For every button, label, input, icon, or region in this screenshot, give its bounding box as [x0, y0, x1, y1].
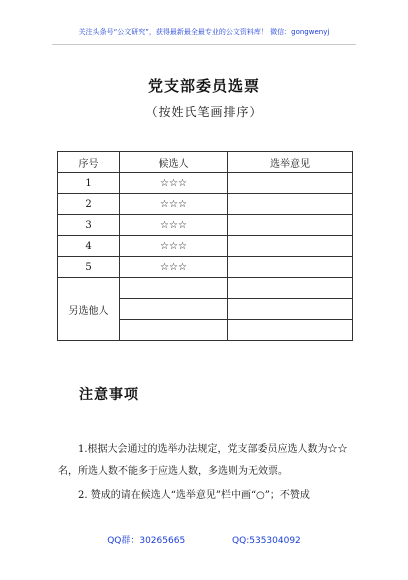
- footer-contact: [0, 533, 408, 546]
- column-header-number: 序号: [58, 152, 120, 173]
- candidate-name: ☆☆☆: [120, 215, 228, 236]
- write-in-name-field[interactable]: [120, 320, 228, 341]
- page-title: 党支部委员选票: [147, 77, 260, 95]
- footer-qq-group: QQ群：30265665: [107, 536, 186, 546]
- write-in-opinion-field[interactable]: [228, 278, 353, 299]
- opinion-cell[interactable]: [228, 215, 353, 236]
- notes-heading: 注意事项: [79, 387, 139, 403]
- row-number: 1: [58, 173, 120, 194]
- candidate-name: ☆☆☆: [120, 236, 228, 257]
- opinion-cell[interactable]: [228, 173, 353, 194]
- candidate-name: ☆☆☆: [120, 194, 228, 215]
- candidate-name: ☆☆☆: [120, 257, 228, 278]
- write-in-name-field[interactable]: [120, 278, 228, 299]
- column-header-candidate: 候选人: [120, 152, 228, 173]
- table-row: [58, 257, 353, 278]
- notes-item: 2. 赞成的请在候选人“选举意见”栏中画“○”；不赞成: [78, 490, 310, 501]
- column-header-opinion: 选举意见: [228, 152, 353, 173]
- row-number: 5: [58, 257, 120, 278]
- page-subtitle: （按姓氏笔画排序）: [145, 105, 263, 119]
- table-row: [58, 194, 353, 215]
- write-in-opinion-field[interactable]: [228, 299, 353, 320]
- write-in-label: 另选他人: [58, 278, 120, 341]
- table-header-row: [58, 152, 353, 173]
- write-in-row: [58, 278, 353, 299]
- write-in-name-field[interactable]: [120, 299, 228, 320]
- table-row: [58, 215, 353, 236]
- write-in-opinion-field[interactable]: [228, 320, 353, 341]
- footer-qq: QQ:535304092: [232, 536, 301, 546]
- header-promo: 关注头条号“公文研究”，获得最新最全最专业的公文资料库！ 微信：gongwenyj: [78, 28, 330, 36]
- header-divider: [52, 44, 356, 45]
- table-row: [58, 236, 353, 257]
- row-number: 2: [58, 194, 120, 215]
- ballot-table: [57, 151, 353, 341]
- notes-item: 1.根据大会通过的选举办法规定，党支部委员应选人数为☆☆名，所选人数不能多于应选人数，多选则为无效票。: [58, 444, 348, 477]
- opinion-cell[interactable]: [228, 236, 353, 257]
- opinion-cell[interactable]: [228, 257, 353, 278]
- row-number: 3: [58, 215, 120, 236]
- opinion-cell[interactable]: [228, 194, 353, 215]
- row-number: 4: [58, 236, 120, 257]
- table-row: [58, 173, 353, 194]
- candidate-name: ☆☆☆: [120, 173, 228, 194]
